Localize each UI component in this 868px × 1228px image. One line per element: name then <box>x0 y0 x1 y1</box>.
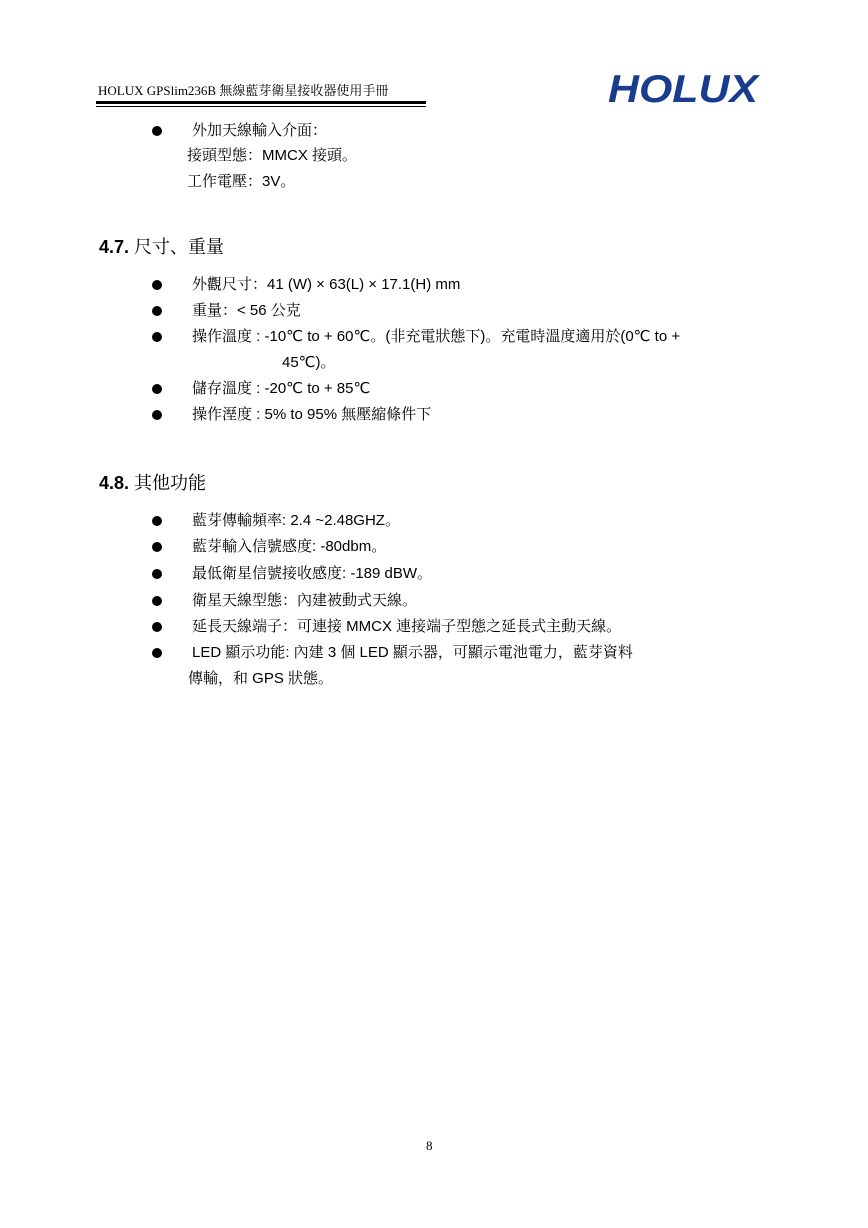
document-header-title: HOLUX GPSlim236B 無線藍芽衛星接收器使用手冊 <box>98 83 389 98</box>
list-item-text: 衛星天線型態：內建被動式天線。 <box>192 592 418 609</box>
section-number: 4.8. <box>99 473 130 493</box>
bullet-icon <box>152 306 162 316</box>
list-item-text: 外觀尺寸：41 (W) × 63(L) × 17.1(H) mm <box>192 276 461 293</box>
bullet-icon <box>152 126 162 136</box>
bullet-icon <box>152 648 162 658</box>
section-title: 其他功能 <box>134 473 207 493</box>
holux-logo-text: HOLUX <box>608 68 761 110</box>
bullet-icon <box>152 596 162 606</box>
list-item-text: 延長天線端子：可連接 MMCX 連接端子型態之延長式主動天線。 <box>192 618 622 635</box>
list-item-text: 外加天線輸入介面： <box>192 122 328 139</box>
holux-logo <box>606 66 762 110</box>
bullet-icon <box>152 622 162 632</box>
section-heading-4-8 <box>99 472 206 494</box>
section-heading-4-7 <box>99 236 224 258</box>
list-item-text: 藍芽傳輸頻率: 2.4 ~2.48GHZ。 <box>192 512 400 529</box>
header-rule-thick <box>96 101 426 104</box>
intro-line: 接頭型態：MMCX 接頭。 <box>187 147 357 164</box>
list-item-text: 最低衛星信號接收感度: -189 dBW。 <box>192 565 433 582</box>
list-item-text: LED 顯示功能: 內建 3 個 LED 顯示器，可顯示電池電力，藍芽資料 <box>192 644 633 661</box>
bullet-icon <box>152 569 162 579</box>
list-item-text: 操作溼度 : 5% to 95% 無壓縮條件下 <box>192 406 432 423</box>
list-item-text: 操作溫度 : -10℃ to + 60℃。(非充電狀態下)。充電時溫度適用於(0℃ to + <box>192 328 681 345</box>
bullet-icon <box>152 384 162 394</box>
page-number: 8 <box>426 1138 433 1153</box>
bullet-icon <box>152 280 162 290</box>
list-item-text: 儲存溫度 : -20℃ to + 85℃ <box>192 380 371 397</box>
list-item-text: 重量：< 56 公克 <box>192 302 301 319</box>
bullet-icon <box>152 332 162 342</box>
bullet-icon <box>152 516 162 526</box>
list-item-text: 藍芽輸入信號感度: -80dbm。 <box>192 538 387 555</box>
section-title: 尺寸、重量 <box>134 237 225 257</box>
list-item-continuation: 傳輸，和 GPS 狀態。 <box>188 670 334 687</box>
bullet-icon <box>152 542 162 552</box>
list-item-continuation: 45℃)。 <box>282 354 336 371</box>
header-rule-thin <box>96 106 426 107</box>
section-number: 4.7. <box>99 237 130 257</box>
bullet-icon <box>152 410 162 420</box>
intro-line: 工作電壓：3V。 <box>187 173 296 190</box>
